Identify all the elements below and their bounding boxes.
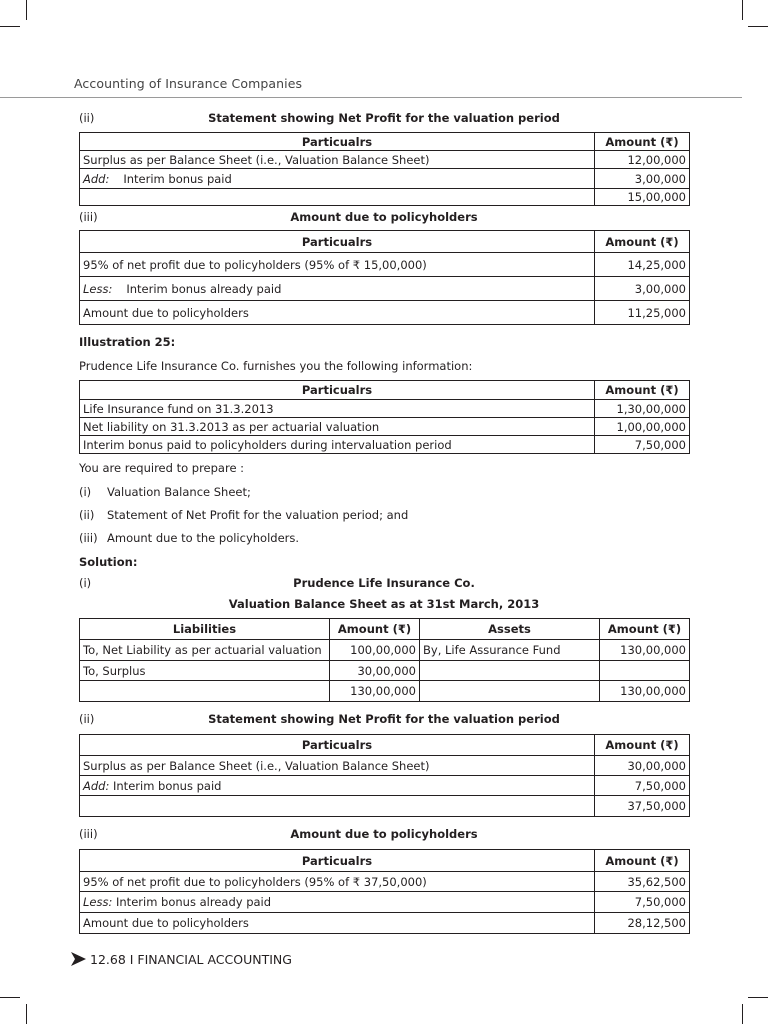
row-particulars: [80, 189, 595, 206]
row-label: Add:: [83, 778, 110, 793]
table-row: [80, 661, 690, 681]
table-row: [80, 400, 690, 418]
row-particulars: Amount due to policyholders: [80, 913, 595, 934]
row-amount: 3,00,000: [595, 277, 690, 301]
list-item: [79, 485, 251, 499]
row-amount: 11,25,000: [595, 301, 690, 325]
table-row: [80, 277, 690, 301]
header-particulars: Particualrs: [80, 735, 595, 756]
row-particulars: [80, 169, 595, 189]
asset-cell: [420, 681, 600, 702]
table-row: [80, 892, 690, 913]
table-row: [80, 640, 690, 661]
crop-mark: [26, 1004, 27, 1024]
page-footer: [70, 951, 292, 969]
row-particulars: [80, 796, 595, 817]
row-particulars: [80, 776, 595, 796]
row-particulars: Amount due to policyholders: [80, 301, 595, 325]
liability-cell: [80, 681, 330, 702]
header-rule: [0, 97, 742, 98]
caption-net-profit-b: [79, 712, 689, 728]
list-text: Amount due to the policyholders.: [107, 531, 300, 545]
header-amount: Amount (₹): [595, 231, 690, 253]
table-row: [80, 681, 690, 702]
row-particulars: Life Insurance fund on 31.3.2013: [80, 400, 595, 418]
header-particulars: Particualrs: [80, 133, 595, 151]
net-profit-table-a: [79, 132, 690, 206]
row-amount: 1,00,00,000: [595, 418, 690, 436]
table-row: [80, 301, 690, 325]
table-row: [80, 756, 690, 776]
table-row: [80, 913, 690, 934]
table-row: [80, 253, 690, 277]
row-amount: 35,62,500: [595, 872, 690, 892]
solution-heading: Solution:: [79, 555, 138, 569]
table-row: [80, 169, 690, 189]
row-text: Interim bonus paid: [113, 778, 222, 793]
row-particulars: Surplus as per Balance Sheet (i.e., Valuation Balance Sheet): [80, 151, 595, 169]
crop-mark: [0, 26, 20, 27]
caption-title: Statement showing Net Profit for the valuation period: [208, 712, 560, 726]
row-amount: 15,00,000: [595, 189, 690, 206]
header-particulars: Particualrs: [80, 850, 595, 872]
list-text: Statement of Net Profit for the valuation period; and: [107, 508, 409, 522]
caption-number: (iii): [79, 210, 98, 224]
table-row: [80, 796, 690, 817]
illustration-table: [79, 380, 690, 454]
row-particulars: [80, 892, 595, 913]
row-amount: 3,00,000: [595, 169, 690, 189]
illustration-heading: Illustration 25:: [79, 335, 176, 349]
header-amount: Amount (₹): [595, 381, 690, 400]
header-amount: Amount (₹): [595, 735, 690, 756]
table-row: [80, 872, 690, 892]
liability-amount: 30,00,000: [330, 661, 420, 681]
crop-mark: [742, 1004, 743, 1024]
caption-number: (i): [79, 576, 92, 590]
row-label: Add:: [83, 171, 110, 186]
caption-title: Statement showing Net Profit for the valuation period: [208, 111, 560, 125]
list-number: (i): [79, 485, 92, 499]
header-liabilities: Liabilities: [80, 619, 330, 640]
header-assets: Assets: [420, 619, 600, 640]
row-label: Less:: [83, 281, 113, 296]
crop-mark: [0, 997, 20, 998]
crop-mark: [748, 26, 768, 27]
row-amount: 37,50,000: [595, 796, 690, 817]
header-particulars: Particualrs: [80, 231, 595, 253]
running-header: Accounting of Insurance Companies: [74, 76, 303, 91]
list-item: [79, 531, 299, 545]
asset-amount: 130,00,000: [600, 681, 690, 702]
row-amount: 14,25,000: [595, 253, 690, 277]
caption-balance-sheet-title: [79, 597, 689, 613]
caption-title: Amount due to policyholders: [290, 210, 478, 224]
table-row: [80, 418, 690, 436]
amount-due-table-a: [79, 230, 690, 325]
row-text: Interim bonus already paid: [126, 281, 282, 296]
table-row: [80, 776, 690, 796]
caption-title: Valuation Balance Sheet as at 31st March, 2013: [228, 597, 540, 611]
row-amount: 28,12,500: [595, 913, 690, 934]
row-amount: 7,50,000: [595, 436, 690, 454]
header-particulars: Particualrs: [80, 381, 595, 400]
caption-balance-sheet: [79, 576, 689, 592]
header-amount: Amount (₹): [595, 133, 690, 151]
required-text: You are required to prepare :: [79, 461, 245, 475]
valuation-balance-sheet-table: [79, 618, 690, 702]
page-label: 12.68 I FINANCIAL ACCOUNTING: [90, 952, 292, 967]
caption-number: (ii): [79, 111, 95, 125]
row-amount: 12,00,000: [595, 151, 690, 169]
caption-title: Amount due to policyholders: [290, 827, 478, 841]
asset-cell: By, Life Assurance Fund: [420, 640, 600, 661]
header-amount: Amount (₹): [330, 619, 420, 640]
amount-due-table-b: [79, 849, 690, 934]
table-row: [80, 189, 690, 206]
list-number: (ii): [79, 508, 95, 522]
chevron-right-icon: [70, 951, 88, 970]
asset-amount: 130,00,000: [600, 640, 690, 661]
header-amount: Amount (₹): [600, 619, 690, 640]
table-row: [80, 436, 690, 454]
liability-amount: 130,00,000: [330, 681, 420, 702]
row-amount: 1,30,00,000: [595, 400, 690, 418]
row-amount: 7,50,000: [595, 892, 690, 913]
asset-cell: [420, 661, 600, 681]
net-profit-table-b: [79, 734, 690, 817]
row-text: Interim bonus already paid: [116, 895, 272, 909]
row-amount: 7,50,000: [595, 776, 690, 796]
header-amount: Amount (₹): [595, 850, 690, 872]
row-particulars: 95% of net profit due to policyholders (95% of ₹ 15,00,000): [80, 253, 595, 277]
row-particulars: 95% of net profit due to policyholders (95% of ₹ 37,50,000): [80, 872, 595, 892]
row-particulars: [80, 277, 595, 301]
row-text: Interim bonus paid: [123, 171, 232, 186]
row-particulars: Net liability on 31.3.2013 as per actuarial valuation: [80, 418, 595, 436]
list-number: (iii): [79, 531, 98, 545]
row-amount: 30,00,000: [595, 756, 690, 776]
liability-cell: To, Surplus: [80, 661, 330, 681]
caption-net-profit-a: [79, 111, 689, 127]
table-row: [80, 151, 690, 169]
caption-company: Prudence Life Insurance Co.: [293, 576, 475, 590]
list-item: [79, 508, 408, 522]
caption-number: (iii): [79, 827, 98, 841]
caption-amount-due-a: [79, 210, 689, 226]
crop-mark: [26, 0, 27, 20]
caption-amount-due-b: [79, 827, 689, 843]
liability-cell: To, Net Liability as per actuarial valuation: [80, 640, 330, 661]
crop-mark: [742, 0, 743, 20]
row-particulars: Surplus as per Balance Sheet (i.e., Valuation Balance Sheet): [80, 756, 595, 776]
row-label: Less:: [83, 895, 113, 909]
caption-number: (ii): [79, 712, 95, 726]
liability-amount: 100,00,000: [330, 640, 420, 661]
list-text: Valuation Balance Sheet;: [107, 485, 251, 499]
row-particulars: Interim bonus paid to policyholders during intervaluation period: [80, 436, 595, 454]
crop-mark: [748, 997, 768, 998]
illustration-intro: Prudence Life Insurance Co. furnishes you the following information:: [79, 359, 473, 373]
asset-amount: [600, 661, 690, 681]
